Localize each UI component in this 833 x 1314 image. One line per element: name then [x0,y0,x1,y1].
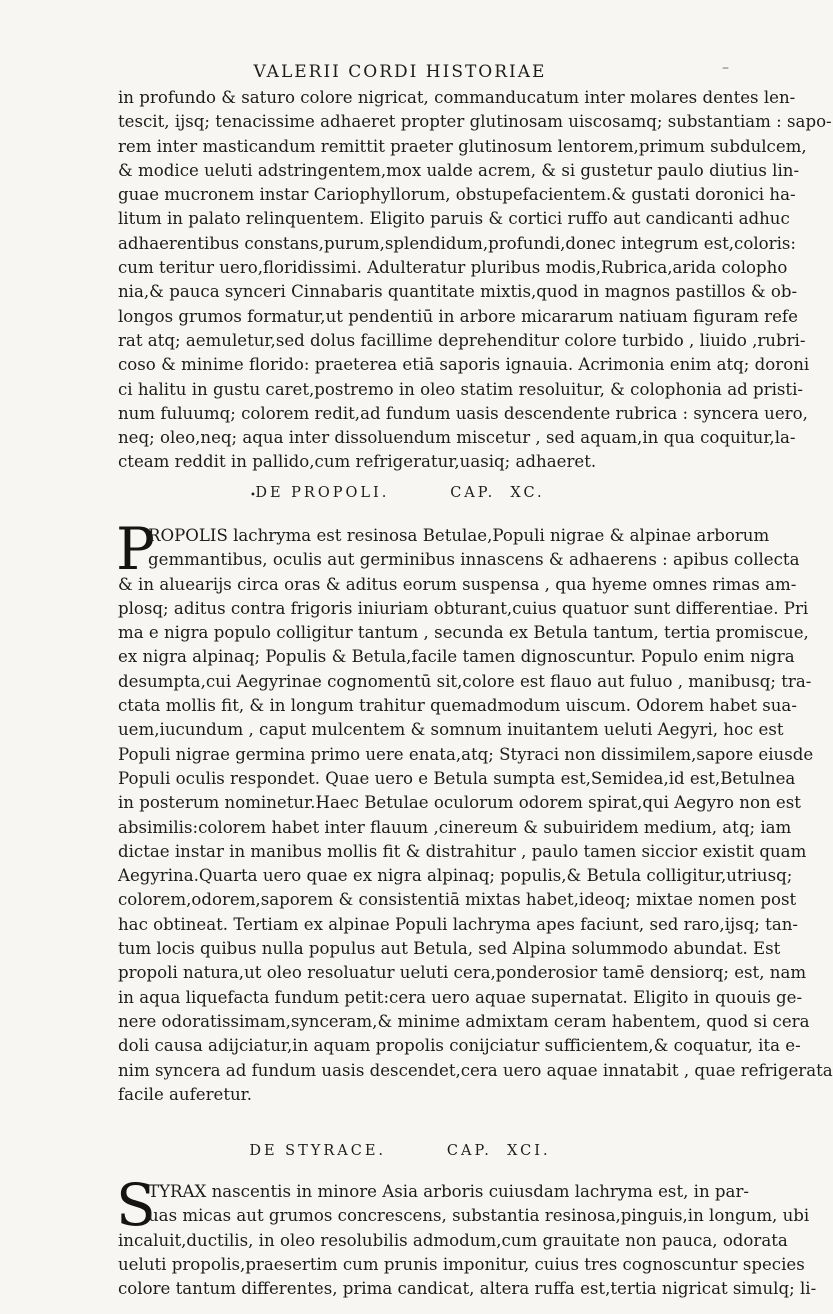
text-line: colore tantum differentes, prima candicat, altera ruffa est,tertia nigricat simulq; li- [118,1279,817,1299]
text-line: colorem,odorem,saporem & consistentiā mixtas habet,ideoq; mixtae nomen post [118,890,797,910]
drop-capital-s: S [116,1171,156,1239]
text-line: cteam reddit in pallido,cum refrigeratur,uasiq; adhaeret. [118,452,597,472]
text-line: & in aluearijs circa oras & aditus eorum suspensa , qua hyeme omnes rimas am- [118,574,797,594]
text-line: ROPOLIS lachryma est resinosa Betulae,Populi nigrae & alpinae arborum [148,526,770,545]
text-line: hac obtineat. Tertiam ex alpinae Populi lachryma apes faciunt, sed raro,ijsq; tan- [118,914,799,934]
text-line: uas micas aut grumos concrescens, substantia resinosa,pinguis,in longum, ubi [148,1206,810,1226]
text-line: absimilis:colorem habet inter flauum ,cinereum & subuiridem medium, atq; iam [118,817,792,837]
text-line: doli causa adijciatur,in aquam propolis conijciatur sufficientem,& coquatur, ita e- [118,1036,801,1056]
text-line: tum locis quibus nulla populus aut Betula, sed Alpina solummodo abundat. Est [118,939,781,959]
drop-capital-p: P [116,515,156,583]
text-line: neq; oleo,neq; aqua inter dissoluendum miscetur , sed aquam,in qua coquitur,la- [118,428,796,448]
text-line: Populi nigrae germina primo uere enata,atq; Styraci non dissimilem,sapore eiusde [118,744,814,764]
text-line: uem,iucundum , caput mulcentem & somnum inuitantem ueluti Aegyri, hoc est [118,720,784,740]
text-line: guae mucronem instar Cariophyllorum, obstupefacientem.& gustati doronici ha- [118,185,796,205]
text-line: Populi oculis respondet. Quae uero e Betula sumpta est,Semidea,id est,Betulnea [118,768,796,788]
text-line: ctata mollis fit, & in longum trahitur quemadmodum uiscum. Odorem habet sua- [118,696,797,716]
text-line: propoli natura,ut oleo resoluatur ueluti cera,ponderosior tamē densiorq; est, nam [118,963,807,983]
heading-ornament: • [250,490,256,501]
text-line: tescit, ijsq; tenacissime adhaeret propter glutinosam uiscosamq; substantiam : sapo- [118,112,832,132]
text-line: nere odoratissimam,synceram,& minime admixtam ceram habentem, quod si cera [118,1011,810,1031]
text-line: incaluit,ductilis, in oleo resolubilis admodum,cum grauitate non pauca, odorata [118,1230,788,1250]
text-line: ma e nigra populo colligitur tantum , secunda ex Betula tantum, tertia promiscue, [118,623,809,643]
text-line: ci halitu in gustu caret,postremo in oleo statim resoluitur, & colophonia ad pristi- [118,379,803,399]
text-line: nim syncera ad fundum uasis descendet,cera uero aquae innatabit , quae refrigerata [118,1060,833,1080]
chapter-heading-xci: DE STYRACE. CAP. XCI. [249,1143,551,1159]
text-line: ex nigra alpinaq; Populis & Betula,facile tamen dignoscuntur. Populo enim nigra [118,647,795,667]
text-line: in aqua liquefacta fundum petit:cera uero aquae supernatat. Eligito in quouis ge- [118,987,803,1007]
text-line: in posterum nominetur.Haec Betulae oculorum odorem spirat,qui Aegyro non est [118,793,801,813]
text-line: rem inter masticandum remittit praeter glutinosum lentorem,primum subdulcem, [118,136,807,156]
running-head: VALERII CORDI HISTORIAE [253,62,547,82]
chapter-xci-text [118,1180,817,1301]
text-line: nia,& pauca synceri Cinnabaris quantitate mixtis,quod in magnos pastillos & ob- [118,282,798,302]
text-line: facile auferetur. [118,1084,253,1104]
text-line: ueluti propolis,praesertim cum prunis imponitur, cuius tres cognoscuntur species [118,1254,805,1274]
text-line: desumpta,cui Aegyrinae cognomentū sit,colore est flauo aut fuluo , manibusq; tra- [118,671,812,691]
text-line: & modice ueluti adstringentem,mox ualde acrem, & si gustetur paulo diutius lin- [118,160,800,180]
text-line: TYRAX nascentis in minore Asia arboris cuiusdam lachryma est, in par- [148,1182,749,1201]
chapter-xc-text [118,524,833,1107]
text-line: coso & minime florido: praeterea etiā saporis ignauia. Acrimonia enim atq; doroni [118,355,810,375]
page-mark: – [722,60,729,76]
text-line: adhaerentibus constans,purum,splendidum,profundi,donec integrum est,coloris: [118,233,796,253]
text-line: num fuluumq; colorem redit,ad fundum uasis descendente rubrica : syncera uero, [118,403,808,423]
text-line: in profundo & saturo colore nigricat, commanducatum inter molares dentes len- [118,88,796,107]
text-line: litum in palato relinquentem. Eligito paruis & cortici ruffo aut candicanti adhuc [118,209,790,229]
text-line: plosq; aditus contra frigoris iniuriam obturant,cuius quatuor sunt differentiae. Pri [118,598,809,618]
chapter-heading-xc: DE PROPOLI. CAP. XC. [255,485,545,501]
text-line: longos grumos formatur,ut pendentiū in arbore micararum natiuam figuram refe [118,306,798,326]
text-line: cum teritur uero,floridissimi. Adulteratur pluribus modis,Rubrica,arida colopho [118,258,788,278]
text-line: rat atq; aemuletur,sed dolus facillime deprehenditur colore turbido , liuido ,rubri- [118,330,806,350]
continuation-paragraph [118,86,832,475]
text-line: gemmantibus, oculis aut germinibus innascens & adhaerens : apibus collecta [148,550,800,570]
text-line: Aegyrina.Quarta uero quae ex nigra alpinaq; populis,& Betula colligitur,utriusq; [118,866,793,886]
text-line: dictae instar in manibus mollis fit & distrahitur , paulo tamen siccior existit quam [118,841,807,861]
